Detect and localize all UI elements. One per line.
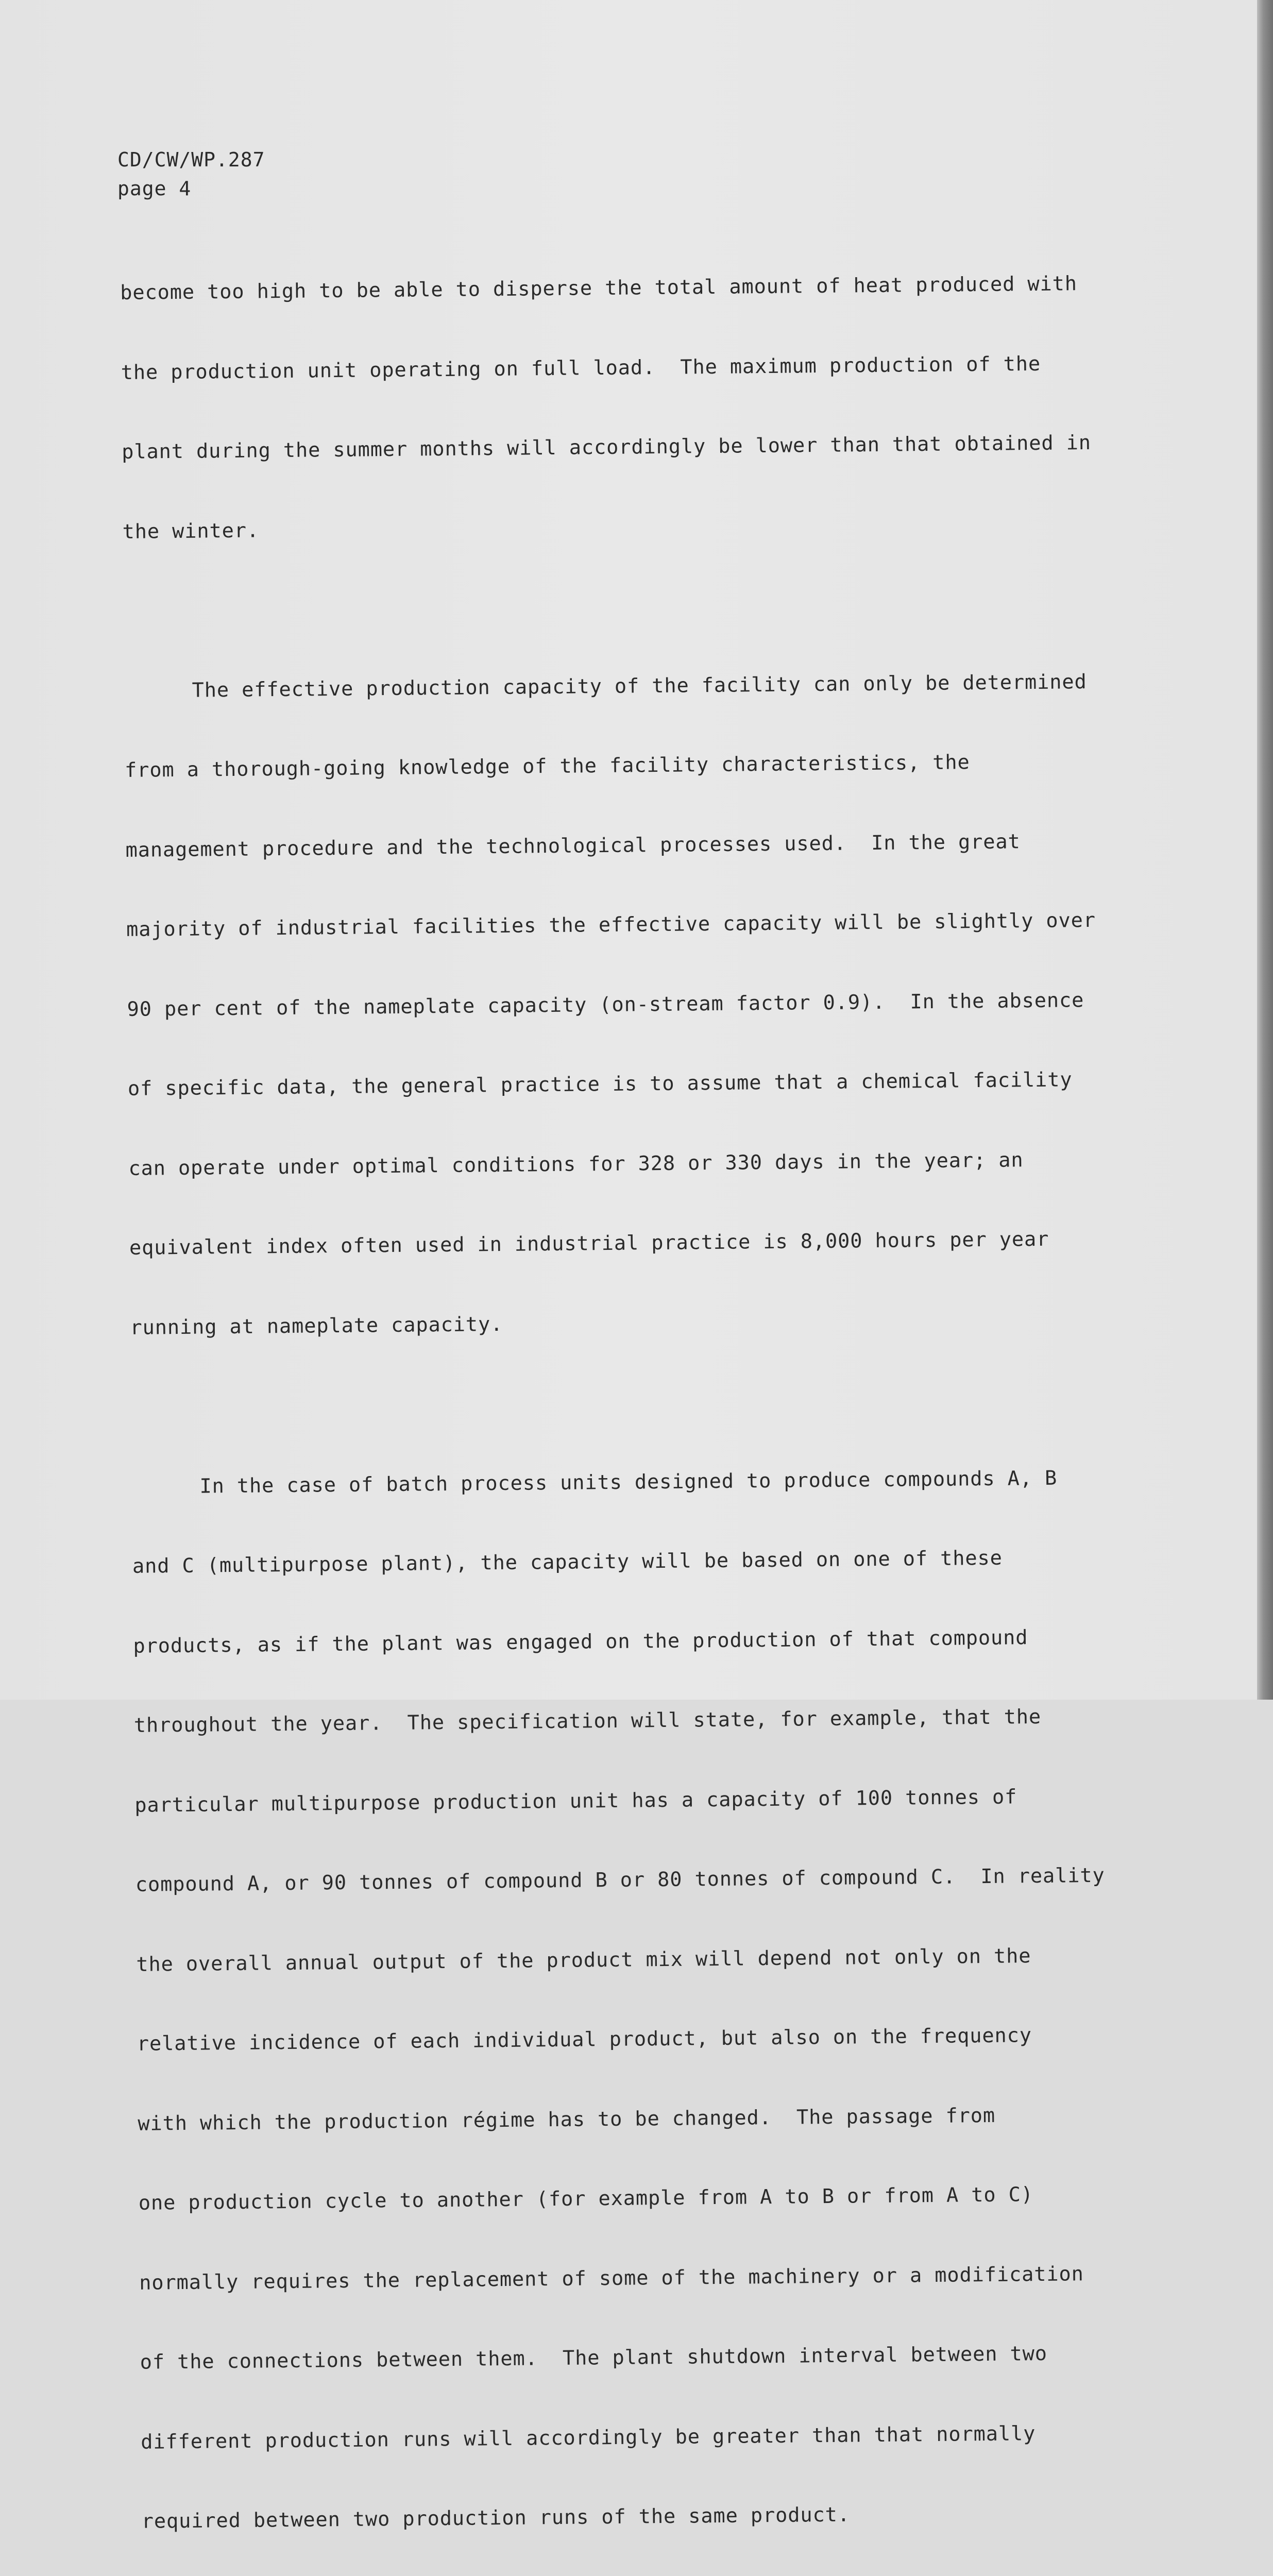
text-line: one production cycle to another (for example from A to B or from A to C) xyxy=(138,2183,1034,2215)
text-line: products, as if the plant was engaged on the production of that compound xyxy=(133,1625,1028,1658)
text-line: the production unit operating on full load. The maximum production of the xyxy=(121,352,1041,384)
paragraph xyxy=(131,1411,1183,2576)
text-line: throughout the year. The specification will state, for example, that the xyxy=(133,1705,1042,1737)
text-line: compound A, or 90 tonnes of compound B or 80 tonnes of compound C. In reality xyxy=(135,1863,1105,1896)
text-line: 90 per cent of the nameplate capacity (on-stream factor 0.9). In the absence xyxy=(127,988,1084,1021)
text-line: and C (multipurpose plant), the capacity will be based on one of these xyxy=(132,1546,1003,1578)
text-line: running at nameplate capacity. xyxy=(130,1312,503,1340)
text-line: the winter. xyxy=(122,518,260,544)
text-line: can operate under optimal conditions for 328 or 330 days in the year; an xyxy=(128,1148,1024,1180)
text-line: become too high to be able to disperse the total amount of heat produced with xyxy=(120,272,1078,304)
text-line: from a thorough-going knowledge of the facility characteristics, the xyxy=(124,751,970,782)
text-line: majority of industrial facilities the effective capacity will be slightly over xyxy=(126,908,1096,941)
document-body xyxy=(120,217,1202,2576)
text-line: The effective production capacity of the facility can only be determined xyxy=(192,670,1087,702)
text-line: management procedure and the technological processes used. In the great xyxy=(125,829,1021,862)
page-number: page 4 xyxy=(117,177,192,200)
text-line: equivalent index often used in industrial practice is 8,000 hours per year xyxy=(129,1227,1049,1260)
text-line: different production runs will accordingly be greater than that normally xyxy=(141,2421,1036,2454)
text-line: required between two production runs of the same product. xyxy=(141,2503,851,2533)
text-line: the overall annual output of the product mix will depend not only on the xyxy=(136,1944,1031,1976)
text-line: normally requires the replacement of some of the machinery or a modification xyxy=(139,2262,1084,2295)
document-header xyxy=(117,145,265,203)
text-line: plant during the summer months will accordingly be lower than that obtained in xyxy=(121,431,1092,464)
text-line: In the case of batch process units designed to produce compounds A, B xyxy=(199,1466,1058,1498)
text-line: relative incidence of each individual product, but also on the frequency xyxy=(137,2024,1032,2056)
text-line: with which the production régime has to be changed. The passage from xyxy=(138,2104,996,2136)
paragraph xyxy=(120,217,1164,598)
text-line: of the connections between them. The plant shutdown interval between two xyxy=(140,2342,1048,2374)
text-line: particular multipurpose production unit has a capacity of 100 tonnes of xyxy=(134,1785,1017,1817)
text-line: of specific data, the general practice is to assume that a chemical facility xyxy=(127,1068,1073,1100)
document-reference: CD/CW/WP.287 xyxy=(117,148,265,171)
page-binding-edge xyxy=(1257,0,1273,1700)
paragraph xyxy=(123,615,1171,1394)
